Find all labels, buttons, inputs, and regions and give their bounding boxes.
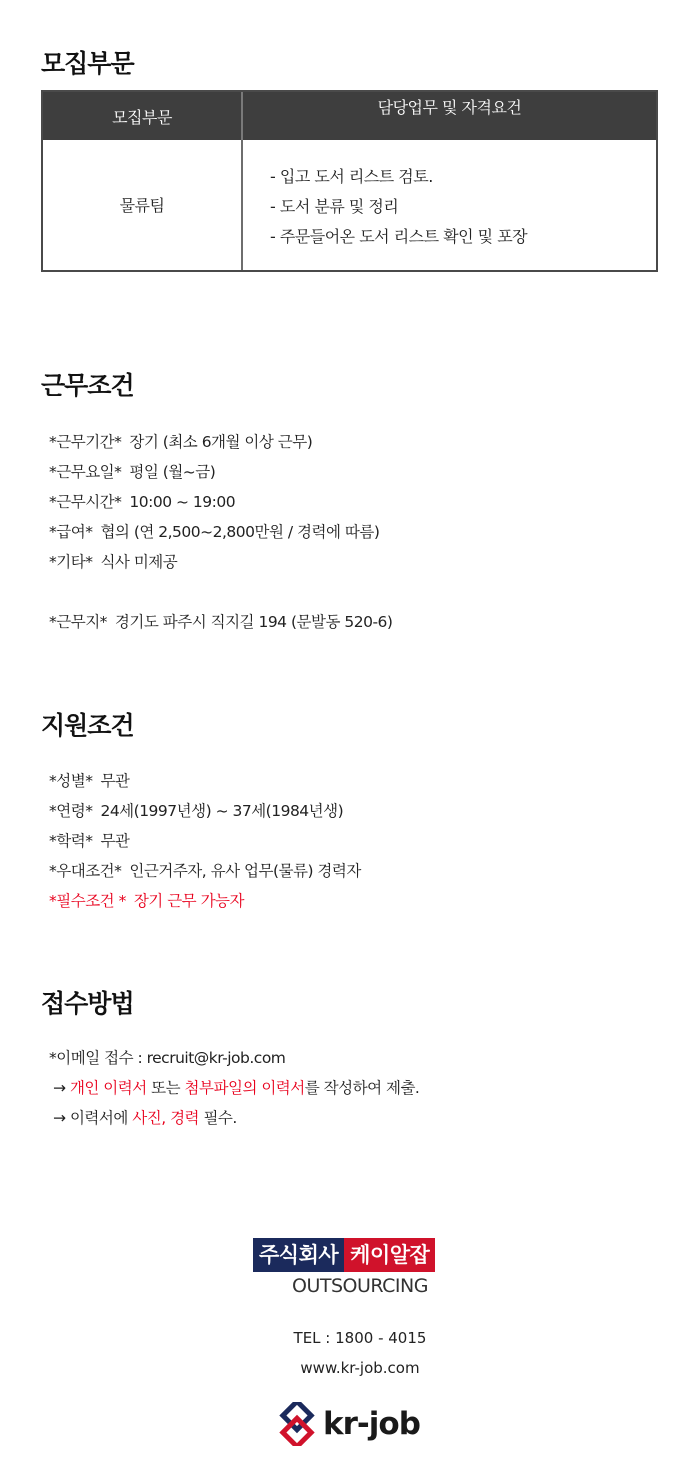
duty-item: - 도서 분류 및 정리 [270, 197, 399, 216]
condition-key: *근무시간* [49, 493, 122, 511]
brand-outsourcing: OUTSOURCING [292, 1275, 428, 1297]
submit-text: 필수. [199, 1109, 237, 1127]
submit-text: 를 작성하여 제출. [304, 1079, 420, 1097]
condition-key: *근무기간* [49, 433, 122, 451]
arrow-icon: → [53, 1109, 66, 1127]
apply-item [49, 859, 361, 881]
table-cell-department: 물류팀 [119, 196, 165, 215]
apply-value: 무관 [100, 832, 130, 850]
section-title-submit: 접수방법 [41, 989, 134, 1018]
brand-left: 주식회사 [253, 1238, 344, 1272]
apply-key: *연령* [49, 802, 93, 820]
table-header-divider [241, 92, 243, 140]
condition-key: *급여* [49, 523, 93, 541]
submit-line-1 [53, 1076, 419, 1098]
apply-value: 무관 [100, 772, 130, 790]
company-brand [253, 1238, 435, 1272]
submit-line-2 [53, 1106, 237, 1128]
kr-job-logo [275, 1402, 420, 1446]
submit-highlight: 개인 이력서 [69, 1079, 147, 1097]
submit-text: 이력서에 [69, 1109, 133, 1127]
apply-item [49, 829, 129, 851]
submit-highlight: 첨부파일의 이력서 [184, 1079, 305, 1097]
apply-required-value: 장기 근무 가능자 [133, 892, 244, 910]
apply-required-key: *필수조건 * [49, 892, 126, 910]
condition-key: *근무지* [49, 613, 107, 631]
condition-item [49, 430, 312, 452]
table-cell-duties [270, 162, 527, 252]
submit-email: *이메일 접수 : recruit@kr-job.com [49, 1049, 286, 1067]
apply-item [49, 769, 129, 791]
condition-value: 장기 (최소 6개월 이상 근무) [129, 433, 313, 451]
condition-value: 경기도 파주시 직지길 194 (문발동 520-6) [114, 613, 393, 631]
brand-right: 케이알잡 [344, 1238, 435, 1272]
submit-highlight: 사진, 경력 [132, 1109, 200, 1127]
condition-key: *기타* [49, 553, 93, 571]
condition-location [49, 610, 392, 632]
arrow-icon: → [53, 1079, 66, 1097]
section-title-recruit: 모집부문 [41, 49, 134, 78]
apply-item [49, 799, 343, 821]
section-title-apply: 지원조건 [41, 711, 134, 740]
condition-item [49, 460, 215, 482]
apply-value: 인근거주자, 유사 업무(물류) 경력자 [129, 862, 361, 880]
duty-item: - 주문들어온 도서 리스트 확인 및 포장 [270, 227, 528, 246]
apply-key: *성별* [49, 772, 93, 790]
contact-tel: TEL : 1800 - 4015 [293, 1329, 427, 1347]
submit-text: 또는 [146, 1079, 185, 1097]
recruit-table [41, 90, 658, 272]
condition-item [49, 520, 379, 542]
apply-key: *우대조건* [49, 862, 122, 880]
table-header-department: 모집부문 [112, 108, 172, 127]
contact-website[interactable]: www.kr-job.com [300, 1359, 420, 1377]
condition-item [49, 490, 235, 512]
logo-text: kr-job [323, 1406, 420, 1442]
condition-value: 식사 미제공 [100, 553, 178, 571]
condition-value: 평일 (월~금) [129, 463, 216, 481]
apply-required [49, 889, 244, 911]
condition-value: 10:00 ~ 19:00 [129, 493, 236, 511]
condition-item [49, 550, 177, 572]
condition-key: *근무요일* [49, 463, 122, 481]
table-header-duties: 담당업무 및 자격요건 [377, 98, 522, 117]
duty-item: - 입고 도서 리스트 검토. [270, 167, 433, 186]
apply-value: 24세(1997년생) ~ 37세(1984년생) [100, 802, 344, 820]
section-title-conditions: 근무조건 [41, 371, 134, 400]
condition-value: 협의 (연 2,500~2,800만원 / 경력에 따름) [100, 523, 380, 541]
kr-job-logo-icon [275, 1402, 319, 1446]
apply-key: *학력* [49, 832, 93, 850]
